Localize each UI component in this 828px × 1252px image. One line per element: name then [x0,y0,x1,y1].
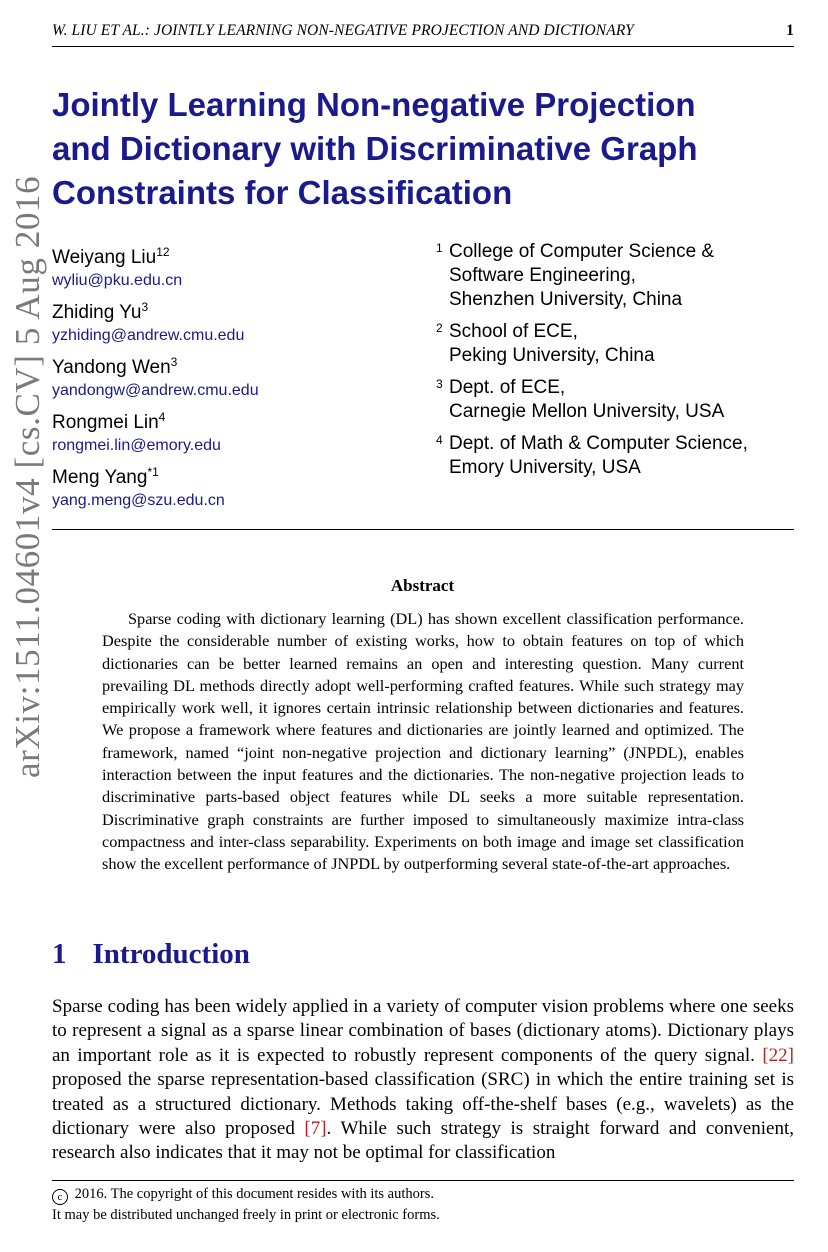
copyright-line: 2016. The copyright of this document resides with its authors. [74,1186,434,1202]
author [52,295,412,350]
author-email-link[interactable]: yang.meng@szu.edu.cn [52,492,225,509]
title-line: Jointly Learning Non-negative Projection [52,86,696,123]
affiliation-line: Carnegie Mellon University, USA [449,401,725,422]
author-list [52,240,412,515]
author-name: Weiyang Liu [52,247,157,268]
author-affiliation-mark: 3 [170,355,178,369]
affiliation-line: College of Computer Science & [449,241,715,262]
running-head [52,20,794,47]
abstract-paragraph: Sparse coding with dictionary learning (DL) has shown excellent classification performance. Despite the considerable number of existing works, how to obtain features on top of which dictionaries can be better learned remains an open and interesting question. Many current prevailing DL methods directly adopt well-performing crafted features. While such strategy may empirically work well, it ignores certain intrinsic relationship between dictionaries and features. We propose a framework where features and dictionaries are jointly learned and optimized. The framework, named “joint non-negative projection and dictionary learning” (JNPDL), enables interaction between the input features and the dictionaries. The non-negative projection leads to discriminative parts-based object features while DL seeks a more suitable representation. Discriminative graph constraints are further imposed to simultaneously maximize intra-class compactness and inter-class separability. Experiments on both image and image set classification show the excellent performance of JNPDL by outperforming several state-of-the-art approaches. [102,609,744,874]
affiliation-mark: 4 [436,433,443,447]
affiliation [436,376,796,424]
affiliation-line: Shenzhen University, China [449,289,683,310]
introduction-body [52,995,794,1166]
author-email-link[interactable]: rongmei.lin@emory.edu [52,437,221,454]
intro-paragraph: Sparse coding has been widely applied in a variety of computer vision problems where one seeks to represent a signal as a sparse linear combination of bases (dictionary atoms). Dictionary plays an important role as it is expected to robustly represent components of the query signal. [22] proposed the sparse representation-based classification (SRC) in which the entire training set is treated as a structured dictionary. Methods taking off-the-shelf bases (e.g., wavelets) as the dictionary were also proposed [7]. While such strategy is straight forward and convenient, research also indicates that it may not be optimal for classification [52,996,794,1164]
citation-link[interactable]: [22] [762,1044,794,1066]
affiliation [436,432,796,480]
author [52,460,412,515]
citation-link[interactable]: [7] [304,1118,327,1140]
affiliation-mark: 1 [436,241,443,255]
affiliation [436,240,796,312]
author-name: Yandong Wen [52,357,171,378]
affiliation-line: Emory University, USA [449,457,641,478]
author-email-link[interactable]: yzhiding@andrew.cmu.edu [52,327,245,344]
title-line: Constraints for Classification [52,174,513,211]
section-title: Introduction [92,938,250,970]
affiliation-line: Software Engineering, [449,265,636,286]
copyright-icon: c [52,1189,68,1205]
abstract-body [102,608,744,876]
author-email-link[interactable]: yandongw@andrew.cmu.edu [52,382,259,399]
footer-divider [52,1180,794,1181]
author [52,240,412,295]
title-line: and Dictionary with Discriminative Graph [52,130,698,167]
author-affiliation-mark: 3 [141,300,149,314]
section-divider [52,529,794,530]
arxiv-stamp: arXiv:1511.04601v4 [cs.CV] 5 Aug 2016 [8,175,47,778]
affiliation-line: Dept. of Math & Computer Science, [449,433,748,454]
author [52,405,412,460]
author-affiliation-mark: *1 [147,465,159,479]
author-name: Rongmei Lin [52,412,159,433]
author-affiliation-mark: 12 [156,245,170,259]
affiliation [436,320,796,368]
affiliation-line: School of ECE, [449,321,578,342]
copyright-footer [52,1184,440,1225]
affiliation-line: Dept. of ECE, [449,377,566,398]
paper-title [52,83,792,215]
affiliation-list [436,240,796,488]
section-heading [52,938,250,971]
page-number: 1 [786,22,794,39]
affiliation-mark: 2 [436,321,443,335]
author [52,350,412,405]
author-name: Zhiding Yu [52,302,142,323]
section-number: 1 [52,938,67,970]
author-affiliation-mark: 4 [158,410,166,424]
abstract-heading: Abstract [390,576,455,595]
affiliation-line: Peking University, China [449,345,655,366]
affiliation-mark: 3 [436,377,443,391]
distribution-line: It may be distributed unchanged freely in print or electronic forms. [52,1207,440,1223]
running-head-title: W. LIU ET AL.: JOINTLY LEARNING NON-NEGATIVE PROJECTION AND DICTIONARY [52,22,634,39]
author-email-link[interactable]: wyliu@pku.edu.cn [52,272,183,289]
author-name: Meng Yang [52,467,148,488]
